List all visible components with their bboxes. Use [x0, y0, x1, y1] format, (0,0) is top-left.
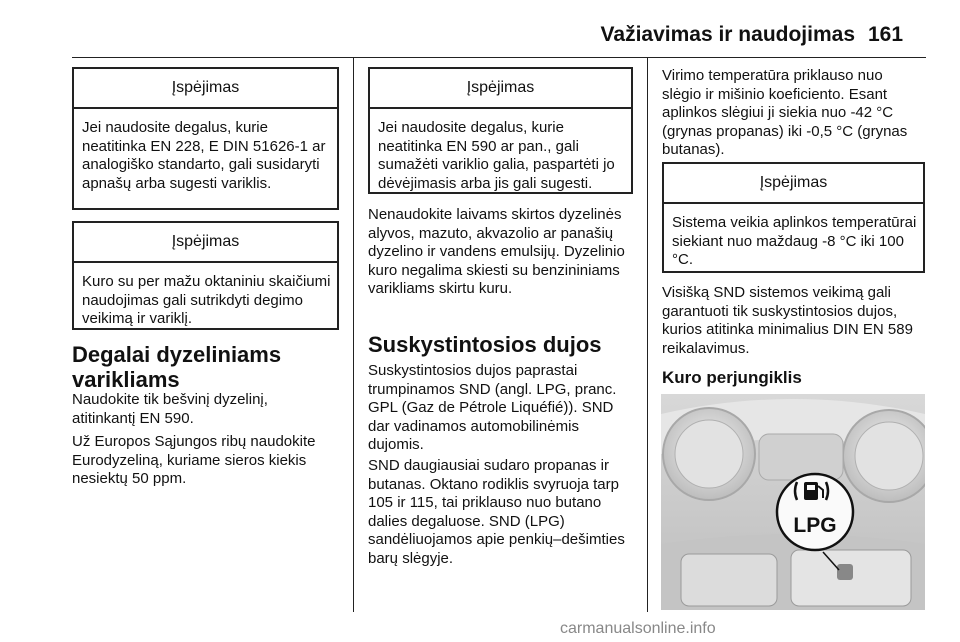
warning-box — [72, 221, 339, 330]
column-divider — [647, 57, 648, 612]
paragraph: Visišką SND sistemos veikimą gali garantuoti tik suskystintosios dujos, kurios atitinka minimalius DIN EN 589 reikalavimus. — [662, 284, 913, 357]
warning-title: Įspėjimas — [664, 164, 923, 204]
section-heading: Suskystintosios dujos — [368, 332, 602, 357]
warning-text: Sistema veikia aplinkos temperatūrai siekiant nuo maždaug -8 °C iki 100 °C. — [672, 214, 917, 269]
warning-box — [368, 67, 633, 194]
warning-title: Įspėjimas — [74, 69, 337, 109]
subsection-heading: Kuro perjungiklis — [662, 368, 802, 387]
section-heading: Degalai dyzeliniams varikliams — [72, 342, 282, 392]
warning-title: Įspėjimas — [74, 223, 337, 263]
paragraph: Už Europos Sąjungos ribų naudokite Eurodyzeliną, kuriame sieros kiekis nesiektų 50 ppm. — [72, 433, 316, 488]
warning-title: Įspėjimas — [370, 69, 631, 109]
warning-box — [662, 162, 925, 273]
warning-text: Jei naudosite degalus, kurie neatitinka EN 228, E DIN 51626-1 ar analogiško standarto, gali susidaryti apnašų arba sugesti variklis. — [82, 119, 326, 192]
paragraph: Nenaudokite laivams skirtos dyzelinės alyvos, mazuto, akvazolio ar panašių dyzelino ir vandens emulsijų. Dyzelinio kuro negalima skiesti su benzininiams varikliams skirtu kuru. — [368, 206, 625, 298]
lpg-label: LPG — [793, 514, 837, 537]
warning-text: Jei naudosite degalus, kurie neatitinka EN 590 ar pan., gali sumažėti variklio galia, paspartėti jo dėvėjimasis arba jis gali sugesti. — [378, 119, 615, 192]
watermark: carmanualsonline.info — [560, 620, 716, 637]
paragraph: SND daugiausiai sudaro propanas ir butanas. Oktano rodiklis svyruoja tarp 105 ir 115, tai priklauso nuo butano dalies degaluose. SND (LPG) sandėliuojamos apie penkių–dešimties barų slėgyje. — [368, 457, 625, 567]
dashboard-illustration — [661, 394, 925, 610]
paragraph: Suskystintosios dujos paprastai trumpinamos SND (angl. LPG, pranc. GPL (Gaz de Pétrole Liquéfié)). SND dar vadinamos automobilinėmis dujomis. — [368, 362, 617, 454]
paragraph: Virimo temperatūra priklauso nuo slėgio ir mišinio koeficiento. Esant aplinkos slėgiui ji siekia nuo -42 °C (grynas propanas) iki -0,5 °C (grynas butanas). — [662, 67, 908, 159]
header-rule — [72, 57, 926, 58]
paragraph: Naudokite tik bešvinį dyzelinį, atitinkantį EN 590. — [72, 391, 268, 427]
warning-box — [72, 67, 339, 210]
column-divider — [353, 57, 354, 612]
running-header: Važiavimas ir naudojimas — [600, 23, 855, 46]
warning-text: Kuro su per mažu oktaniniu skaičiumi naudojimas gali sutrikdyti degimo veikimą ir variklį. — [82, 273, 331, 328]
page-number: 161 — [868, 23, 904, 46]
lpg-switch-photo — [661, 394, 925, 610]
